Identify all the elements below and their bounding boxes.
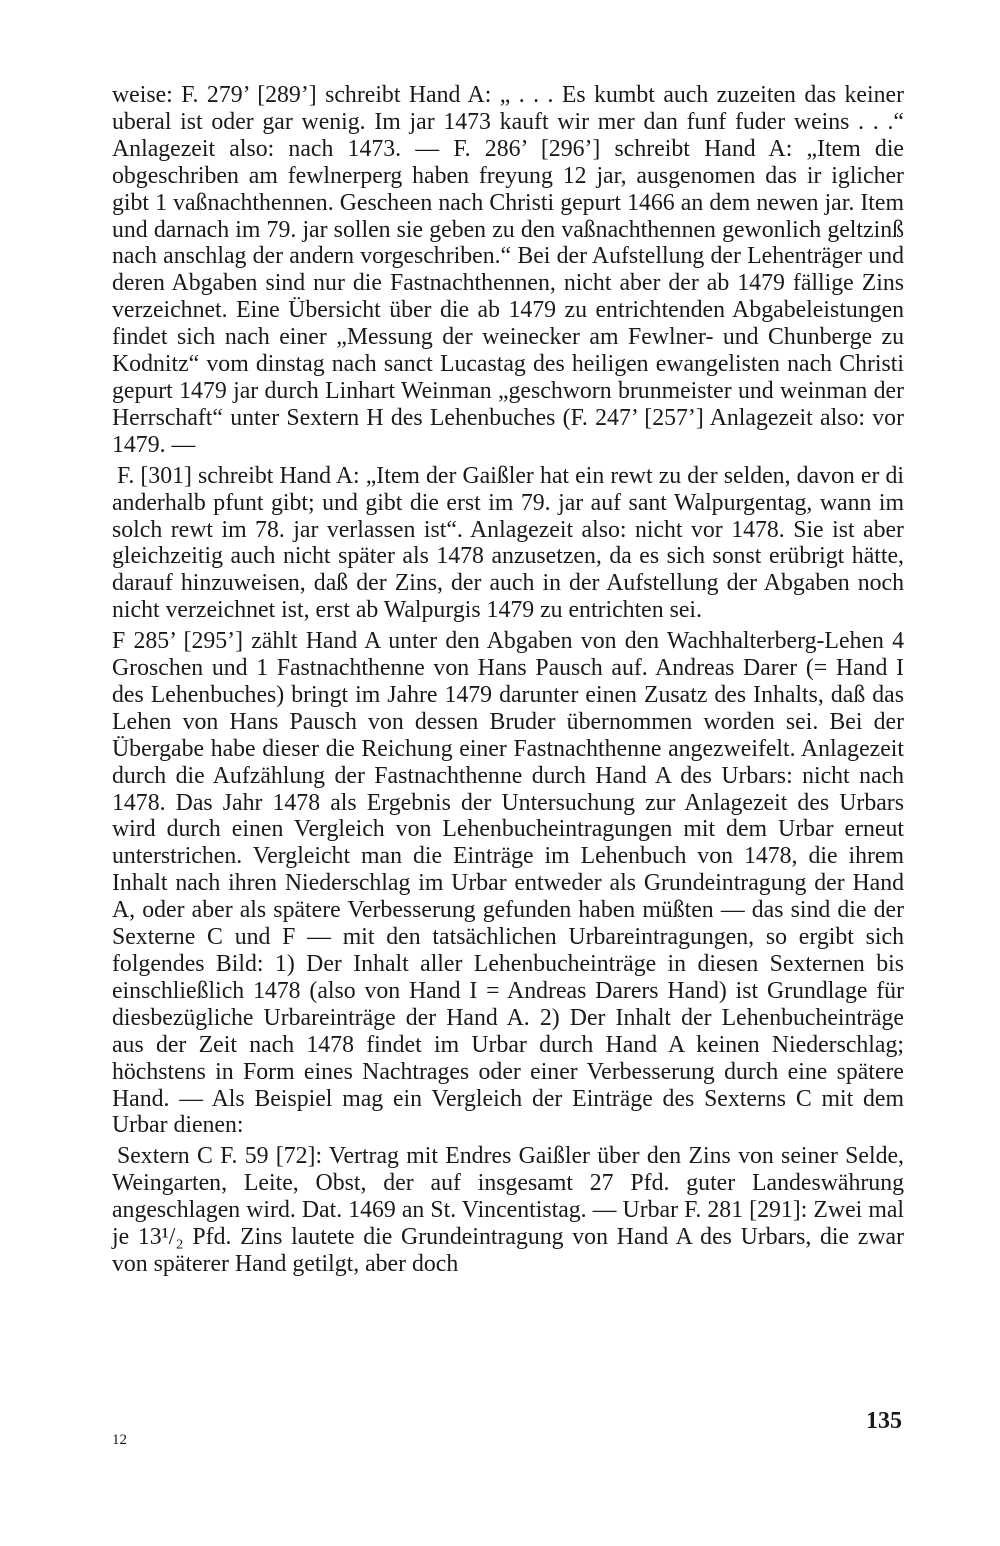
- page-number: 135: [866, 1408, 902, 1434]
- signature-mark: 12: [112, 1432, 127, 1448]
- paragraph: weise: F. 279’ [289’] schreibt Hand A: „ . . . Es kumbt auch zuzeiten das keiner uberal ist oder gar wenig. Im jar 1473 kauft wir mer dan funf fuder weins . . .“ Anlagezeit also: nach 1473. — F. 286’ [296’] schreibt Hand A: „Item die obgeschriben am fewlnerperg haben freyung 12 jar, ausgenomen das ir iglicher gibt 1 vaßnachthennen. Gescheen nach Christi gepurt 1466 an dem newen jar. Item und darnach im 79. jar sollen sie geben zu den vaßnachthennen gewonlich geltzinß nach anschlag der andern vorgeschriben.“ Bei der Aufstellung der Lehenträger und deren Abgaben sind nur die Fastnachthennen, nicht aber der ab 1479 fällige Zins verzeichnet. Eine Übersicht über die ab 1479 zu entrichtenden Abgabeleistungen findet sich nach einer „Messung der weinecker am Fewlner- und Chunberge zu Kodnitz“ vom dinstag nach sanct Lucastag des heiligen ewangelisten nach Christi gepurt 1479 jar durch Linhart Weinman „geschworn brunmeister und weinman der Herrschaft“ unter Sextern H des Lehenbuches (F. 247’ [257’] Anlagezeit also: vor 1479. —: [112, 82, 904, 458]
- paragraph: Sextern C F. 59 [72]: Vertrag mit Endres Gaißler über den Zins von seiner Selde, Weingarten, Leite, Obst, der auf insgesamt 27 Pfd. guter Landeswährung angeschlagen wird. Dat. 1469 an St. Vincentistag. — Urbar F. 281 [291]: Zwei mal je 13¹/₂ Pfd. Zins lautete die Grundeintragung von Hand A des Urbars, die zwar von späterer Hand getilgt, aber doch: [112, 1143, 904, 1277]
- paragraph: F 285’ [295’] zählt Hand A unter den Abgaben von den Wachhalterberg-Lehen 4 Groschen und 1 Fastnachthenne von Hans Pausch auf. Andreas Darer (= Hand I des Lehenbuches) bringt im Jahre 1479 darunter einen Zusatz des Inhalts, daß das Lehen von Hans Pausch von dessen Bruder übernommen worden sei. Bei der Übergabe habe dieser die Reichung einer Fastnachthenne angezweifelt. Anlagezeit durch die Aufzählung der Fastnachthenne durch Hand A des Urbars: nicht nach 1478. Das Jahr 1478 als Ergebnis der Untersuchung zur Anlagezeit des Urbars wird durch einen Vergleich von Lehenbucheintragungen mit dem Urbar erneut unterstrichen. Vergleicht man die Einträge im Lehenbuch von 1478, die ihrem Inhalt nach ihren Niederschlag im Urbar entweder als Grundeintragung der Hand A, oder aber als spätere Verbesserung gefunden haben müßten — das sind die der Sexterne C und F — mit den tatsächlichen Urbareintragungen, so ergibt sich folgendes Bild: 1) Der Inhalt aller Lehenbucheinträge in diesen Sexternen bis einschließlich 1478 (also von Hand I = Andreas Darers Hand) ist Grundlage für diesbezügliche Urbareinträge der Hand A. 2) Der Inhalt der Lehenbucheinträge aus der Zeit nach 1478 findet im Urbar durch Hand A keinen Niederschlag; höchstens in Form eines Nachtrages oder einer Verbesserung durch eine spätere Hand. — Als Beispiel mag ein Vergleich der Einträge des Sexterns C mit dem Urbar dienen:: [112, 628, 904, 1139]
- page-body: [112, 82, 904, 1278]
- paragraph: F. [301] schreibt Hand A: „Item der Gaißler hat ein rewt zu der selden, davon er di anderhalb pfunt gibt; und gibt die erst im 79. jar auf sant Walpurgentag, wann im solch rewt im 78. jar verlassen ist“. Anlagezeit also: nicht vor 1478. Sie ist aber gleichzeitig auch nicht später als 1478 anzusetzen, da es sich sonst erübrigt hätte, darauf hinzuweisen, daß der Zins, der auch in der Aufstellung der Abgaben noch nicht verzeichnet ist, erst ab Walpurgis 1479 zu entrichten sei.: [112, 462, 904, 624]
